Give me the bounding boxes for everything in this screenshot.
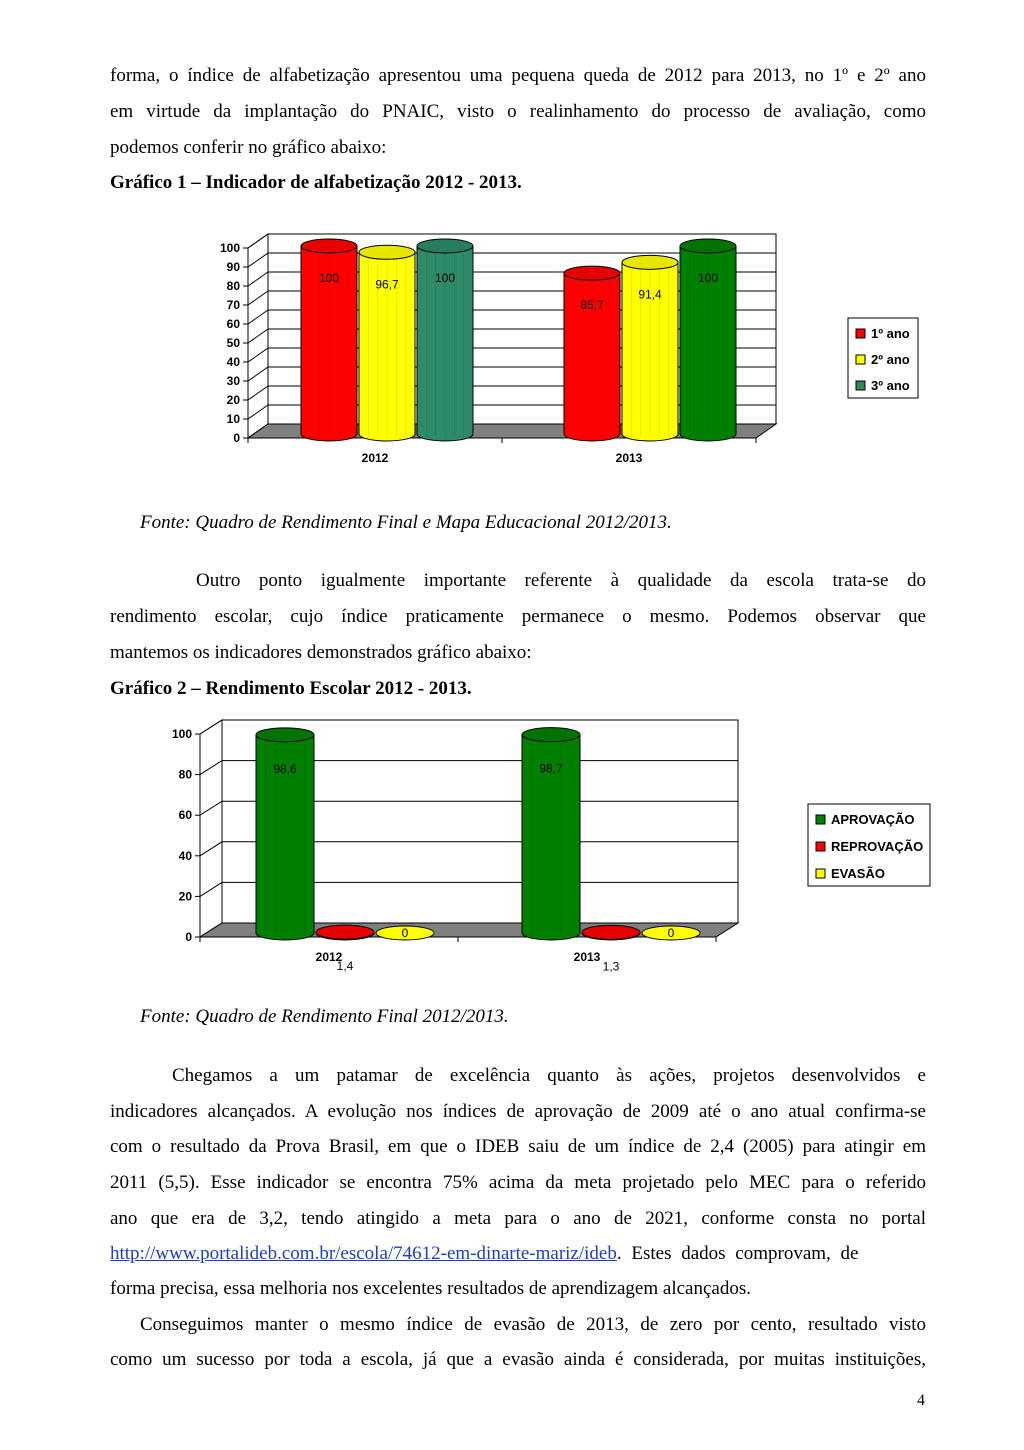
body-text-line: como um sucesso por toda a escola, já que a evasão ainda é considerada, por muitas instituições, bbox=[110, 1349, 926, 1370]
body-text-line: podemos conferir no gráfico abaixo: bbox=[110, 137, 387, 158]
body-text-line: ano que era de 3,2, tendo atingido a meta para o ano de 2021, conforme consta no portal bbox=[110, 1208, 926, 1229]
bar-top bbox=[359, 245, 415, 259]
chart-side-wall bbox=[200, 720, 222, 937]
y-tick-label: 40 bbox=[178, 848, 192, 863]
y-tick-label: 0 bbox=[185, 930, 192, 944]
legend-label: APROVAÇÃO bbox=[831, 812, 915, 827]
body-text-line bbox=[110, 1242, 926, 1266]
page-number: 4 bbox=[917, 1392, 925, 1409]
x-tick-label: 2012 bbox=[315, 950, 343, 964]
y-tick-label: 20 bbox=[178, 889, 192, 904]
y-tick-label: 90 bbox=[226, 260, 240, 274]
body-text-line: Outro ponto igualmente importante referente à qualidade da escola trata-se do bbox=[196, 570, 926, 591]
chart-school-performance bbox=[155, 712, 940, 977]
bar-top bbox=[316, 925, 374, 939]
legend-swatch bbox=[816, 842, 825, 851]
chart-caption: Gráfico 1 – Indicador de alfabetização 2012 - 2013. bbox=[110, 172, 522, 193]
data-label: 0 bbox=[401, 926, 409, 940]
body-text-line: mantemos os indicadores demonstrados gráfico abaixo: bbox=[110, 642, 532, 663]
chart-caption: Gráfico 2 – Rendimento Escolar 2012 - 2013. bbox=[110, 678, 472, 699]
data-label: 98,7 bbox=[539, 761, 563, 776]
data-label: 91,4 bbox=[638, 287, 662, 302]
bar-top bbox=[680, 239, 736, 253]
body-text-line: forma, o índice de alfabetização apresentou uma pequena queda de 2012 para 2013, no 1º e 2º ano bbox=[110, 65, 926, 86]
y-tick-label: 40 bbox=[226, 355, 240, 369]
y-tick-label: 80 bbox=[178, 767, 192, 782]
data-label: 96,7 bbox=[375, 277, 399, 292]
body-text-line: rendimento escolar, cujo índice praticamente permanece o mesmo. Podemos observar que bbox=[110, 606, 926, 627]
legend-label: 1º ano bbox=[871, 326, 910, 341]
y-tick-label: 80 bbox=[226, 279, 240, 293]
y-tick-label: 30 bbox=[226, 374, 240, 388]
data-label: 1,4 bbox=[336, 959, 354, 974]
x-tick-label: 2013 bbox=[573, 950, 601, 964]
legend-label: EVASÃO bbox=[831, 866, 885, 881]
y-tick-label: 70 bbox=[226, 298, 240, 312]
y-tick-label: 60 bbox=[178, 808, 192, 823]
body-text-line: Conseguimos manter o mesmo índice de evasão de 2013, de zero por cento, resultado visto bbox=[140, 1314, 926, 1335]
legend-label: REPROVAÇÃO bbox=[831, 839, 924, 854]
body-text-line: com o resultado da Prova Brasil, em que o IDEB saiu de um índice de 2,4 (2005) para atingir em bbox=[110, 1136, 926, 1157]
legend-label: 3º ano bbox=[871, 378, 910, 393]
bar-top bbox=[301, 239, 357, 253]
chart-literacy-indicator bbox=[200, 230, 930, 475]
chart-source: Fonte: Quadro de Rendimento Final 2012/2013. bbox=[140, 1006, 509, 1027]
data-label: 0 bbox=[667, 926, 675, 940]
bar-top bbox=[522, 728, 580, 742]
x-tick-label: 2012 bbox=[361, 451, 389, 465]
x-tick-label: 2013 bbox=[615, 451, 643, 465]
body-text-line: forma precisa, essa melhoria nos excelentes resultados de aprendizagem alcançados. bbox=[110, 1278, 751, 1299]
data-label: 1,3 bbox=[602, 959, 620, 974]
data-label: 100 bbox=[318, 271, 340, 285]
body-text-line: 2011 (5,5). Esse indicador se encontra 75% acima da meta projetado pelo MEC para o referido bbox=[110, 1172, 926, 1193]
data-label: 98,6 bbox=[273, 761, 297, 776]
y-tick-label: 0 bbox=[233, 431, 240, 445]
body-text-line: indicadores alcançados. A evolução nos índices de aprovação de 2009 até o ano atual confirma-se bbox=[110, 1101, 926, 1122]
portal-ideb-link[interactable]: http://www.portalideb.com.br/escola/74612-em-dinarte-mariz/ideb bbox=[110, 1243, 617, 1264]
legend-swatch bbox=[816, 869, 825, 878]
bar-top bbox=[256, 728, 314, 742]
data-label: 100 bbox=[697, 271, 719, 285]
legend-swatch bbox=[856, 381, 865, 390]
y-tick-label: 10 bbox=[226, 412, 240, 426]
bar-top bbox=[622, 255, 678, 269]
data-label: 100 bbox=[434, 271, 456, 285]
bar-top bbox=[564, 266, 620, 280]
chart-source: Fonte: Quadro de Rendimento Final e Mapa Educacional 2012/2013. bbox=[140, 512, 672, 533]
y-tick-label: 20 bbox=[226, 393, 240, 407]
y-tick-label: 100 bbox=[171, 727, 192, 741]
data-label: 85,7 bbox=[580, 298, 604, 313]
body-text-line: em virtude da implantação do PNAIC, visto o realinhamento do processo de avaliação, como bbox=[110, 101, 926, 122]
legend-swatch bbox=[816, 815, 825, 824]
body-text-fragment: . Estes dados comprovam, de bbox=[616, 1243, 859, 1264]
body-text-line: Chegamos a um patamar de excelência quanto às ações, projetos desenvolvidos e bbox=[172, 1065, 926, 1086]
legend-label: 2º ano bbox=[871, 352, 910, 367]
bar-top bbox=[417, 239, 473, 253]
bar-top bbox=[582, 925, 640, 939]
y-tick-label: 50 bbox=[226, 336, 240, 350]
legend-swatch bbox=[856, 329, 865, 338]
y-tick-label: 60 bbox=[226, 317, 240, 331]
y-tick-label: 100 bbox=[219, 241, 240, 255]
legend-swatch bbox=[856, 355, 865, 364]
